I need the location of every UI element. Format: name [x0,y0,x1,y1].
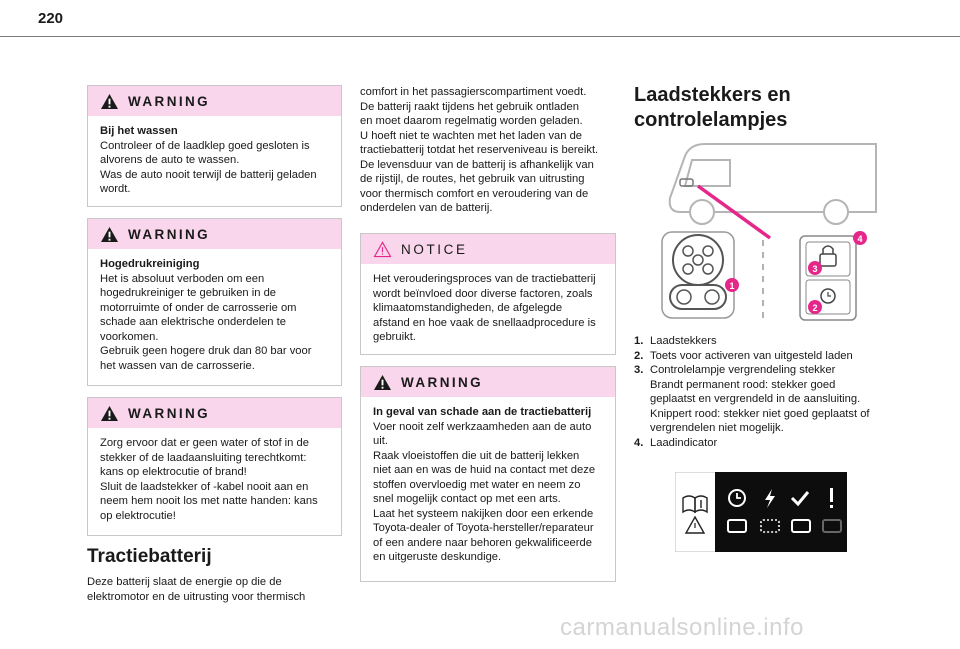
charging-socket-icon [662,232,734,318]
warning-header [88,398,341,428]
notice-box [360,233,616,355]
legend-number: 1. [634,335,644,347]
section-title-laadstekkers: Laadstekkers en controlelampjes [634,84,791,131]
svg-text:1: 1 [729,281,735,291]
legend-number: 4. [634,436,644,449]
legend-item [634,436,924,451]
callout-3 [808,261,822,275]
legend-text: Laadindicator [650,436,718,449]
section-text: Deze batterij slaat de energie op die de elektromotor en de uitrusting voor thermisch [87,576,306,603]
warning-box-washing [87,85,342,207]
charge-indicator-panel [675,472,847,552]
warning-triangle-icon [100,405,119,422]
notice-text: Het verouderingsproces van de tractiebatterij wordt beïnvloed door diverse factoren, zoals klimaatomstandigheden, de afgelegde afstand en hoe vaak de snellaadprocedure is gebruikt. [373,273,596,343]
warning-header [88,86,341,116]
warning-triangle-icon [373,374,392,391]
watermark: carmanualsonline.info [560,614,804,641]
warning-lead: Bij het wassen [100,125,178,137]
warning-lead: Hogedrukreiniging [100,258,200,270]
warning-lead: In geval van schade aan de tractiebatterij [373,406,592,418]
warning-box-water [87,397,342,536]
legend-text: Toets voor activeren van uitgesteld laden [650,349,853,362]
warning-label: WARNING [128,93,211,109]
warning-header [361,367,615,397]
notice-triangle-icon [373,241,392,258]
legend-item [634,363,924,436]
notice-header [361,234,615,264]
legend-number: 3. [634,364,644,376]
legend-item [634,334,924,349]
legend-text: Controlelampje vergrendeling stekker Brandt permanent rood: stekker goed geplaatst en vergrendeld in de aansluiting. Knippert rood: stekker niet goed geplaatst of vergrendelen niet mogelijk. [650,364,870,434]
section-title-tractiebatterij: Tractiebatterij [87,546,212,567]
warning-text: Controleer of de laadklep goed gesloten is alvorens de auto te wassen. Was de auto nooit terwijl de batterij geladen wordt. [100,139,317,195]
legend-number: 2. [634,349,644,362]
warning-label: WARNING [128,405,211,421]
callout-1 [725,278,739,292]
warning-triangle-icon [100,93,119,110]
callout-2 [808,300,822,314]
callout-4 [853,231,867,245]
exclamation-icon [830,488,833,508]
warning-text: Voer nooit zelf werkzaamheden aan de auto uit. Raak vloeistoffen die uit de batterij lekken niet aan en was de huid na contact met deze stoffen overvloedig met water en neem zo snel mogelijk contact op met een arts. Laat het systeem nakijken door een erkende Toyota-dealer of Toyota-hersteller/reparateur of een andere naar behoren gekwalificeerde en uitgeruste deskundige. [373,420,596,563]
legend-list [634,334,924,450]
page-number: 220 [38,10,64,27]
van-outline-icon [670,144,876,224]
legend-text: Laadstekkers [650,335,717,347]
svg-text:4: 4 [857,234,863,244]
warning-label: WARNING [401,374,484,390]
battery-text: comfort in het passagierscompartiment voedt. De batterij raakt tijdens het gebruik ontladen en moet daarom regelmatig worden geladen. U hoeft niet te wachten met het laden van de tractiebatterij totdat het reserveniveau is bereikt. De levensduur van de batterij is afhankelijk van de rijstijl, de routes, het gebruik van uitrusting voor thermisch comfort en veroudering van de onderdelen van de batterij. [360,86,599,214]
warning-header [88,219,341,249]
svg-text:2: 2 [812,303,818,313]
warning-triangle-icon [100,226,119,243]
notice-label: NOTICE [401,241,468,257]
top-rule [0,36,960,37]
svg-text:3: 3 [812,264,818,274]
warning-box-pressure [87,218,342,386]
warning-label: WARNING [128,226,211,242]
warning-text: Het is absoluut verboden om een hogedrukreiniger te gebruiken in de motorruimte of onder de carrosserie om schade aan elektrische onderdelen te voorkomen. Gebruik geen hogere druk dan 80 bar voor het wassen van de carrosserie. [100,272,312,372]
charging-port-illustration [640,138,880,328]
warning-text: Zorg ervoor dat er geen water of stof in de stekker of de laadaansluiting terechtkomt: kans op elektrocutie of brand! Sluit de laadstekker of -kabel nooit aan en neem hem nooit los met natte handen: kans op elektrocutie! [100,437,318,522]
legend-item [634,349,924,364]
warning-box-damage [360,366,616,582]
